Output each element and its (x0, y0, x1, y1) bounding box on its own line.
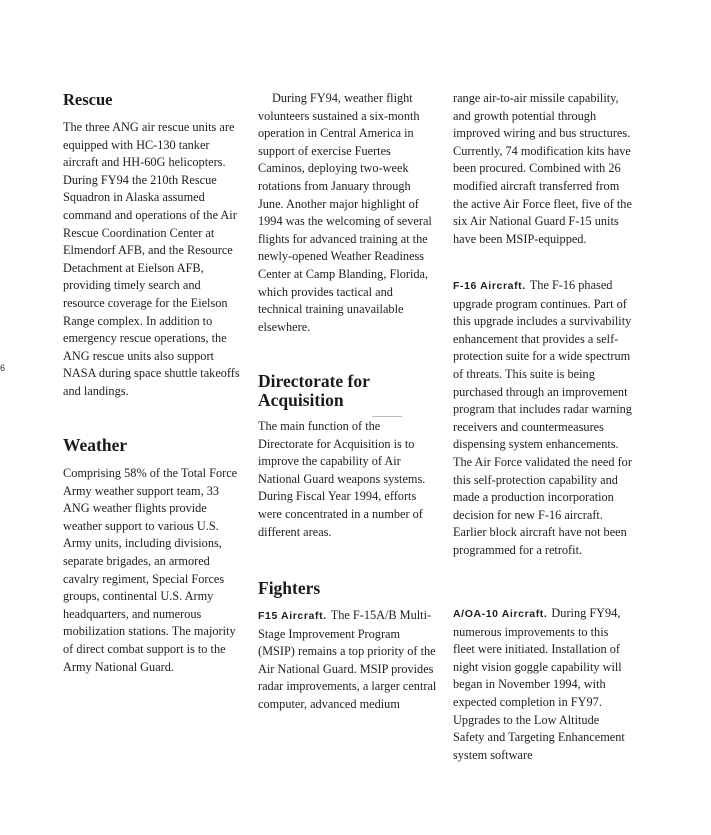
acquisition-paragraph: The main function of the Directorate for Acquisition is to improve the capability of Air National Guard weapons systems. During Fiscal Year 1994, efforts were concentrated in a number of different areas. (258, 419, 426, 539)
f16-runin-label: F-16 Aircraft. (453, 280, 526, 292)
weather-body (63, 465, 241, 676)
fighters-heading: Fighters (258, 578, 321, 598)
a10-runin-label: A/OA-10 Aircraft. (453, 608, 548, 620)
weather-heading: Weather (63, 435, 128, 455)
f15-paragraph: F15 Aircraft. The F-15A/B Multi-Stage Improvement Program (MSIP) remains a top priority of the Air National Guard. MSIP provides radar improvements, a larger central computer, advanced medium (258, 608, 437, 711)
rescue-heading: Rescue (63, 90, 113, 109)
acquisition-section (258, 372, 438, 410)
weather-continued-paragraph: During FY94, weather flight volunteers sustained a six-month operation in Central America in support of exercise Fuertes Caminos, deploying two-week rotations from January through June. Another major highlight of 1994 was the welcoming of several flights for advanced training at the newly-opened Weather Readiness Center at Camp Blanding, Florida, which provides tactical and technical training unavailable elsewhere. (258, 91, 432, 334)
rescue-body (63, 119, 241, 401)
a10-paragraph: A/OA-10 Aircraft. During FY94, numerous improvements to this fleet were initiated. Installation of night vision goggle capability will began in November 1994, with expected completion in FY97. Upgrades to the Low Altitude Safety and Targeting Enhancement system software (453, 606, 625, 762)
rescue-paragraph: The three ANG air rescue units are equipped with HC-130 tanker aircraft and HH-60G helicopters. During FY94 the 210th Rescue Squadron in Alaska assumed command and operations of the Air Rescue Coordination Center at Elmendorf AFB, and the Resource Detachment at Eielson AFB, providing timely search and resource coverage for the Eielson Range complex. In addition to emergency rescue operations, the ANG rescue units also support NASA during space shuttle takeoffs and landings. (63, 120, 240, 398)
weather-section (63, 436, 241, 455)
acquisition-heading-line2: Acquisition (258, 390, 344, 410)
weather-paragraph: Comprising 58% of the Total Force Army weather support team, 33 ANG weather flights provide weather support to various U.S. Army units, including divisions, separate brigades, an armored cavalry regiment, Special Forces groups, continental U.S. Army headquarters, and numerous mobilization stations. The majority of direct combat support is to the Army National Guard. (63, 466, 238, 674)
page-edge-mark: 6 (0, 363, 6, 373)
f16-paragraph: F-16 Aircraft. The F-16 phased upgrade program continues. Part of this upgrade includes a survivability enhancement that provides a self-protection suite for a wide spectrum of threats. This suite is being purchased through an improvement program that includes radar warning receivers and countermeasures dispensing system enhancements. The Air Force validated the need for this self-protection capability and made a production incorporation decision for new F-16 aircraft. Earlier block aircraft have not been programmed for a retrofit. (453, 278, 632, 557)
acquisition-body (258, 418, 438, 541)
fighters-section (258, 579, 438, 598)
acquisition-heading-line1: Directorate for (258, 371, 370, 391)
acquisition-heading (258, 372, 438, 410)
f15-continued-paragraph: range air-to-air missile capability, and growth potential through improved wiring and bus structures. Currently, 74 modification kits have been procured. Combined with 26 modified aircraft transferred from the active Air Force fleet, five of the six Air National Guard F-15 units have been MSIP-equipped. (453, 91, 632, 246)
rescue-section (63, 90, 241, 109)
a10-section (453, 605, 633, 764)
f16-section (453, 277, 633, 560)
f15-body (258, 607, 438, 714)
weather-continued (258, 90, 438, 336)
f15-continued (453, 90, 633, 248)
section-rule (372, 416, 402, 417)
f15-runin-label: F15 Aircraft. (258, 610, 327, 622)
